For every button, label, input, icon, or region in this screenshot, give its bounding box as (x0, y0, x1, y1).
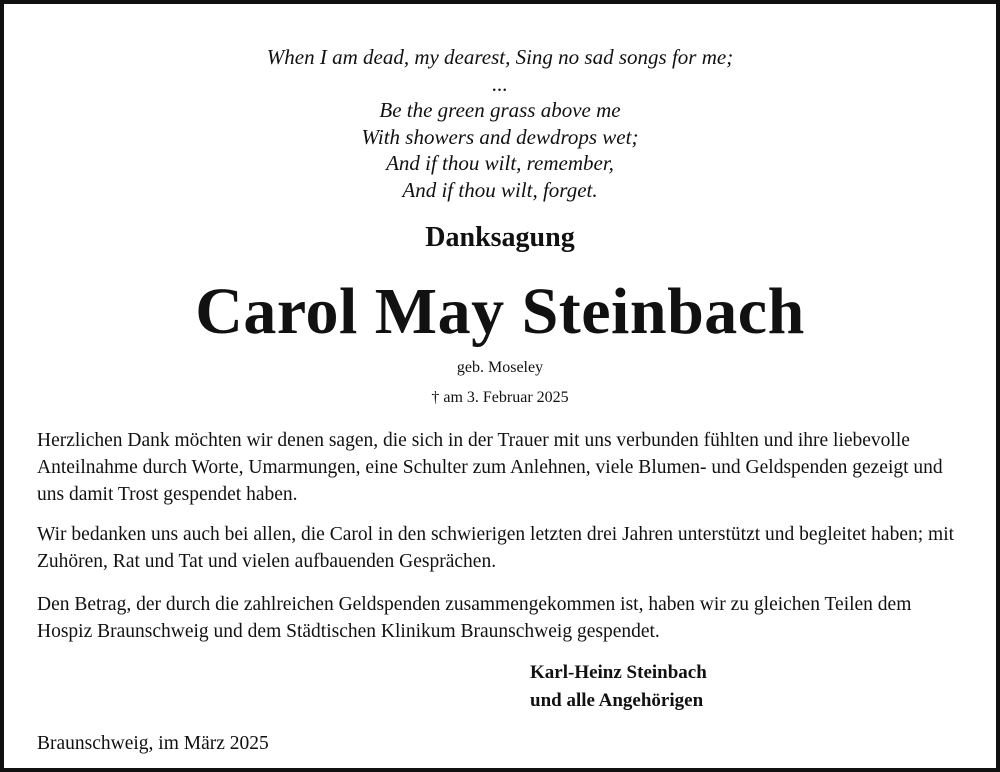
poem (4, 44, 996, 203)
notice-heading: Danksagung (425, 222, 575, 253)
poem-line: When I am dead, my dearest, Sing no sad songs for me; (266, 45, 734, 69)
donation-paragraph: Den Betrag, der durch die zahlreichen Geldspenden zusammengekommen ist, haben wir zu gleichen Teilen dem Hospiz Braunschweig und dem Städtischen Klinikum Braunschweig gespendet. (37, 594, 912, 642)
birth-name: geb. Moseley (456, 359, 544, 376)
poem-line: Be the green grass above me (379, 98, 621, 122)
poem-line: And if thou wilt, forget. (402, 177, 598, 202)
death-date: † am 3. Februar 2025 (431, 389, 569, 406)
deceased-name: Carol May Steinbach (195, 275, 805, 348)
poem-line: And if thou wilt, remember, (386, 151, 614, 175)
thanks-paragraph: Wir bedanken uns auch bei allen, die Carol in den schwierigen letzten drei Jahren unterstützt und begleitet haben; mit Zuhören, Rat und Tat und vielen aufbauenden Gesprächen. (37, 524, 955, 572)
poem-line: With showers and dewdrops wet; (361, 124, 639, 149)
signature-block (530, 659, 707, 715)
signature-name: Karl-Heinz Steinbach (530, 662, 707, 683)
place-and-date: Braunschweig, im März 2025 (37, 733, 269, 754)
poem-line: ... (492, 71, 508, 96)
signature-family: und alle Angehörigen (530, 690, 704, 711)
thanks-paragraph: Herzlichen Dank möchten wir denen sagen, die sich in der Trauer mit uns verbunden fühlten und ihre liebevolle Anteilnahme durch Worte, Umarmungen, eine Schulter zum Anlehnen, viele Blumen- und Geldspenden gezeigt und uns damit Trost gespendet haben. (37, 430, 943, 505)
